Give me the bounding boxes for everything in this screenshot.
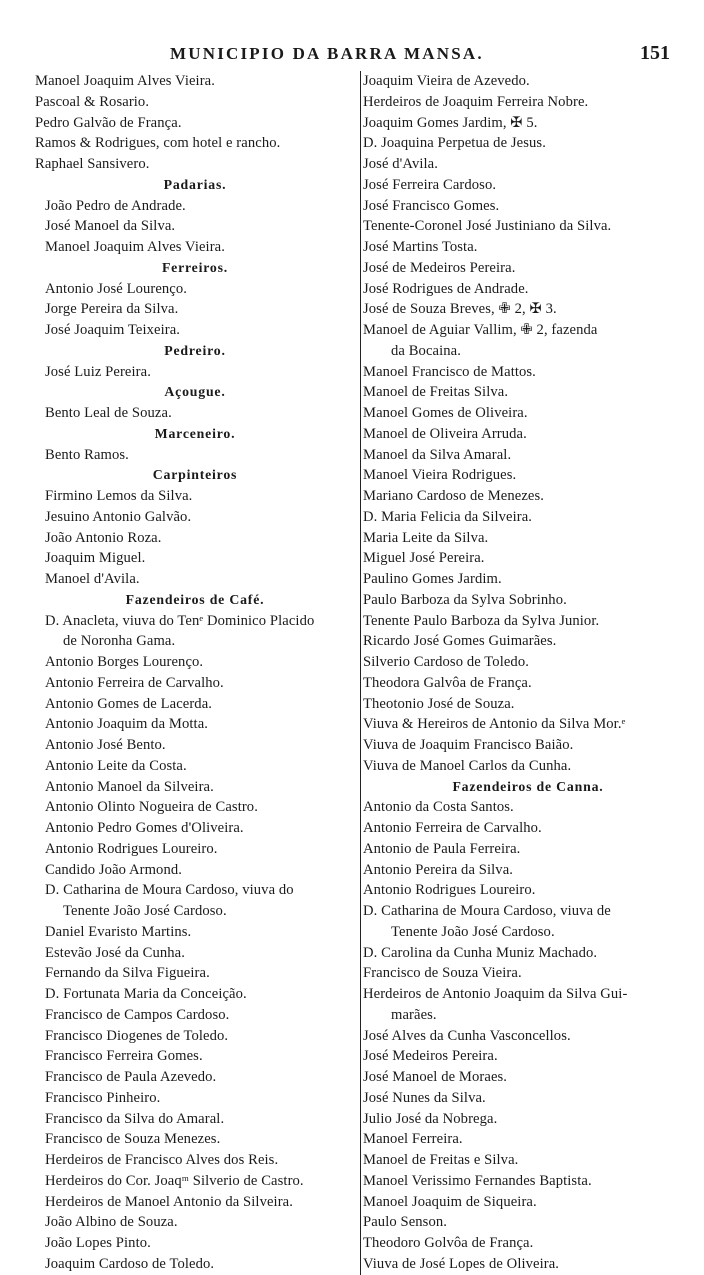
- list-entry: Theotonio José de Souza.: [363, 695, 515, 712]
- list-entry: Manoel Joaquim de Siqueira.: [363, 1193, 537, 1210]
- list-entry: João Antonio Roza.: [45, 529, 162, 546]
- section-heading: Carpinteiros: [152, 467, 238, 483]
- list-entry: Daniel Evaristo Martins.: [45, 923, 192, 940]
- list-entry: Antonio Gomes de Lacerda.: [45, 695, 213, 712]
- list-entry: Joaquim Vieira de Azevedo.: [363, 73, 530, 89]
- list-entry: Antonio Manoel da Silveira.: [45, 778, 214, 795]
- list-entry: José Rodrigues de Andrade.: [363, 280, 529, 297]
- list-entry: Julio José da Nobrega.: [363, 1110, 498, 1127]
- list-entry: Francisco de Paula Azevedo.: [45, 1069, 217, 1085]
- section-heading: Padarias.: [163, 176, 227, 192]
- list-entry: Manoel Ferreira.: [363, 1131, 463, 1148]
- list-entry: José d'Avila.: [363, 156, 438, 172]
- list-entry: D. Catharina de Moura Cardoso, viuva do: [45, 882, 294, 899]
- list-entry: José Manoel de Moraes.: [363, 1069, 508, 1085]
- list-entry: Manoel Gomes de Oliveira.: [363, 405, 528, 421]
- list-entry: Antonio Pedro Gomes d'Oliveira.: [45, 820, 244, 836]
- list-entry: Theodora Galvôa de França.: [363, 674, 532, 691]
- list-entry: Manoel de Freitas e Silva.: [363, 1152, 519, 1168]
- left-column: [35, 71, 355, 1275]
- list-entry: Manoel de Freitas Silva.: [363, 384, 509, 401]
- list-entry: João Pedro de Andrade.: [45, 197, 186, 214]
- section-heading: Pedreiro.: [164, 342, 226, 358]
- list-entry: Tenente Paulo Barboza da Sylva Junior.: [363, 612, 600, 629]
- list-entry: Bento Leal de Souza.: [45, 405, 172, 421]
- list-entry: Antonio Ferreira de Carvalho.: [363, 820, 542, 836]
- entry-continuation: de Noronha Gama.: [63, 633, 176, 650]
- list-entry: Theodoro Golvôa de França.: [363, 1235, 534, 1251]
- list-entry: Francisco de Souza Vieira.: [363, 965, 522, 982]
- list-entry: José Luiz Pereira.: [45, 363, 151, 380]
- list-entry: Antonio Olinto Nogueira de Castro.: [45, 799, 258, 816]
- entry-continuation: da Bocaina.: [391, 342, 461, 359]
- list-entry: Bento Ramos.: [45, 446, 129, 463]
- list-entry: Antonio Borges Lourenço.: [45, 654, 204, 670]
- list-entry: Estevão José da Cunha.: [45, 944, 185, 961]
- list-entry: Maria Leite da Silva.: [363, 529, 489, 546]
- list-entry: Antonio Leite da Costa.: [45, 757, 187, 774]
- entry-continuation: Tenente João José Cardoso.: [391, 923, 555, 940]
- list-entry: Manoel Joaquim Alves Vieira.: [35, 73, 215, 89]
- list-entry: Francisco da Silva do Amaral.: [45, 1110, 225, 1127]
- list-entry: Paulo Barboza da Sylva Sobrinho.: [363, 591, 567, 608]
- list-entry: Manoel d'Avila.: [45, 571, 140, 587]
- list-entry: D. Maria Felicia da Silveira.: [363, 508, 533, 525]
- list-entry: Herdeiros de Francisco Alves dos Reis.: [45, 1152, 279, 1168]
- list-entry: Francisco de Campos Cardoso.: [45, 1006, 230, 1023]
- list-entry: Firmino Lemos da Silva.: [45, 488, 193, 504]
- list-entry: Pedro Galvão de França.: [35, 114, 182, 131]
- list-entry: Joaquim Miguel.: [45, 550, 146, 567]
- list-entry: Francisco de Souza Menezes.: [45, 1131, 221, 1148]
- list-entry: José Alves da Cunha Vasconcellos.: [363, 1027, 571, 1044]
- running-head: [0, 44, 704, 68]
- list-entry: Candido João Armond.: [45, 861, 182, 878]
- list-entry: Antonio da Costa Santos.: [363, 799, 514, 816]
- list-entry: D. Fortunata Maria da Conceição.: [45, 986, 247, 1002]
- list-entry: José Manoel da Silva.: [45, 218, 176, 235]
- list-entry: José de Medeiros Pereira.: [363, 259, 516, 276]
- list-entry: Herdeiros do Cor. Joaqᵐ Silverio de Castro.: [45, 1172, 304, 1189]
- list-entry: Ricardo José Gomes Guimarães.: [363, 633, 557, 650]
- entry-continuation: marães.: [391, 1006, 437, 1023]
- page-title: MUNICIPIO DA BARRA MANSA.: [170, 44, 484, 63]
- list-entry: Viuva & Hereiros de Antonio da Silva Mor.ᵉ: [363, 716, 626, 733]
- list-entry: Viuva de Manoel Carlos da Cunha.: [363, 757, 572, 774]
- right-column: [360, 71, 693, 1275]
- list-entry: Manoel Francisco de Mattos.: [363, 363, 536, 380]
- list-entry: Antonio José Bento.: [45, 737, 166, 753]
- list-entry: José Medeiros Pereira.: [363, 1048, 498, 1065]
- section-heading: Ferreiros.: [161, 259, 229, 275]
- list-entry: Ramos & Rodrigues, com hotel e rancho.: [35, 135, 281, 152]
- list-entry: Francisco Diogenes de Toledo.: [45, 1027, 229, 1044]
- list-entry: Herdeiros de Antonio Joaquim da Silva Gui-: [363, 986, 628, 1002]
- list-entry: Mariano Cardoso de Menezes.: [363, 488, 545, 504]
- list-entry: José Nunes da Silva.: [363, 1089, 486, 1106]
- list-entry: José Joaquim Teixeira.: [45, 322, 181, 338]
- list-entry: Antonio Rodrigues Loureiro.: [45, 840, 218, 857]
- section-heading: Fazendeiros de Café.: [125, 591, 265, 607]
- list-entry: Francisco Ferreira Gomes.: [45, 1048, 203, 1065]
- list-entry: Manoel da Silva Amaral.: [363, 446, 512, 463]
- list-entry: Viuva de Joaquim Francisco Baião.: [363, 737, 574, 753]
- list-entry: Antonio Rodrigues Loureiro.: [363, 882, 536, 899]
- list-entry: D. Anacleta, viuva do Tenᵉ Dominico Placido: [45, 612, 315, 629]
- list-entry: Antonio José Lourenço.: [45, 280, 188, 297]
- list-entry: Antonio Pereira da Silva.: [363, 861, 514, 878]
- list-entry: Antonio Joaquim da Motta.: [45, 716, 209, 733]
- list-entry: Fernando da Silva Figueira.: [45, 965, 210, 982]
- list-entry: Jesuino Antonio Galvão.: [45, 508, 192, 525]
- list-entry: Pascoal & Rosario.: [35, 93, 150, 110]
- list-entry: Manoel de Oliveira Arruda.: [363, 425, 527, 442]
- list-entry: José Martins Tosta.: [363, 239, 478, 255]
- list-entry: Manoel Vieira Rodrigues.: [363, 467, 517, 484]
- list-entry: Silverio Cardoso de Toledo.: [363, 654, 529, 670]
- list-entry: Manoel Joaquim Alves Vieira.: [45, 239, 225, 255]
- list-entry: Viuva de José Lopes de Oliveira.: [363, 1255, 560, 1272]
- list-entry: José Francisco Gomes.: [363, 197, 500, 214]
- entry-continuation: Tenente João José Cardoso.: [63, 903, 227, 919]
- section-heading: Fazendeiros de Canna.: [452, 778, 604, 794]
- list-entry: José Ferreira Cardoso.: [363, 176, 497, 193]
- list-entry: Paulo Senson.: [363, 1214, 448, 1231]
- list-entry: Manoel Verissimo Fernandes Baptista.: [363, 1172, 592, 1189]
- list-entry: Paulino Gomes Jardim.: [363, 571, 502, 587]
- list-entry: Joaquim Cardoso de Toledo.: [45, 1255, 215, 1272]
- list-entry: Manoel de Aguiar Vallim, ✙ 2, fazenda: [363, 322, 598, 338]
- page-number: 151: [640, 42, 670, 64]
- list-entry: João Albino de Souza.: [45, 1214, 178, 1231]
- section-heading: Marceneiro.: [154, 425, 236, 441]
- list-entry: Francisco Pinheiro.: [45, 1089, 161, 1106]
- list-entry: Antonio Ferreira de Carvalho.: [45, 674, 224, 691]
- list-entry: D. Carolina da Cunha Muniz Machado.: [363, 944, 598, 961]
- list-entry: João Lopes Pinto.: [45, 1235, 151, 1251]
- list-entry: Tenente-Coronel José Justiniano da Silva.: [363, 218, 612, 235]
- list-entry: D. Catharina de Moura Cardoso, viuva de: [363, 903, 611, 919]
- list-entry: D. Joaquina Perpetua de Jesus.: [363, 135, 546, 152]
- section-heading: Açougue.: [164, 384, 226, 400]
- list-entry: José de Souza Breves, ✙ 2, ✠ 3.: [363, 301, 557, 318]
- list-entry: Jorge Pereira da Silva.: [45, 301, 179, 318]
- list-entry: Antonio de Paula Ferreira.: [363, 840, 521, 857]
- list-entry: Joaquim Gomes Jardim, ✠ 5.: [363, 114, 538, 131]
- list-entry: Raphael Sansivero.: [35, 156, 150, 172]
- list-entry: Herdeiros de Manoel Antonio da Silveira.: [45, 1193, 293, 1210]
- list-entry: Miguel José Pereira.: [363, 550, 485, 567]
- list-entry: Herdeiros de Joaquim Ferreira Nobre.: [363, 93, 589, 110]
